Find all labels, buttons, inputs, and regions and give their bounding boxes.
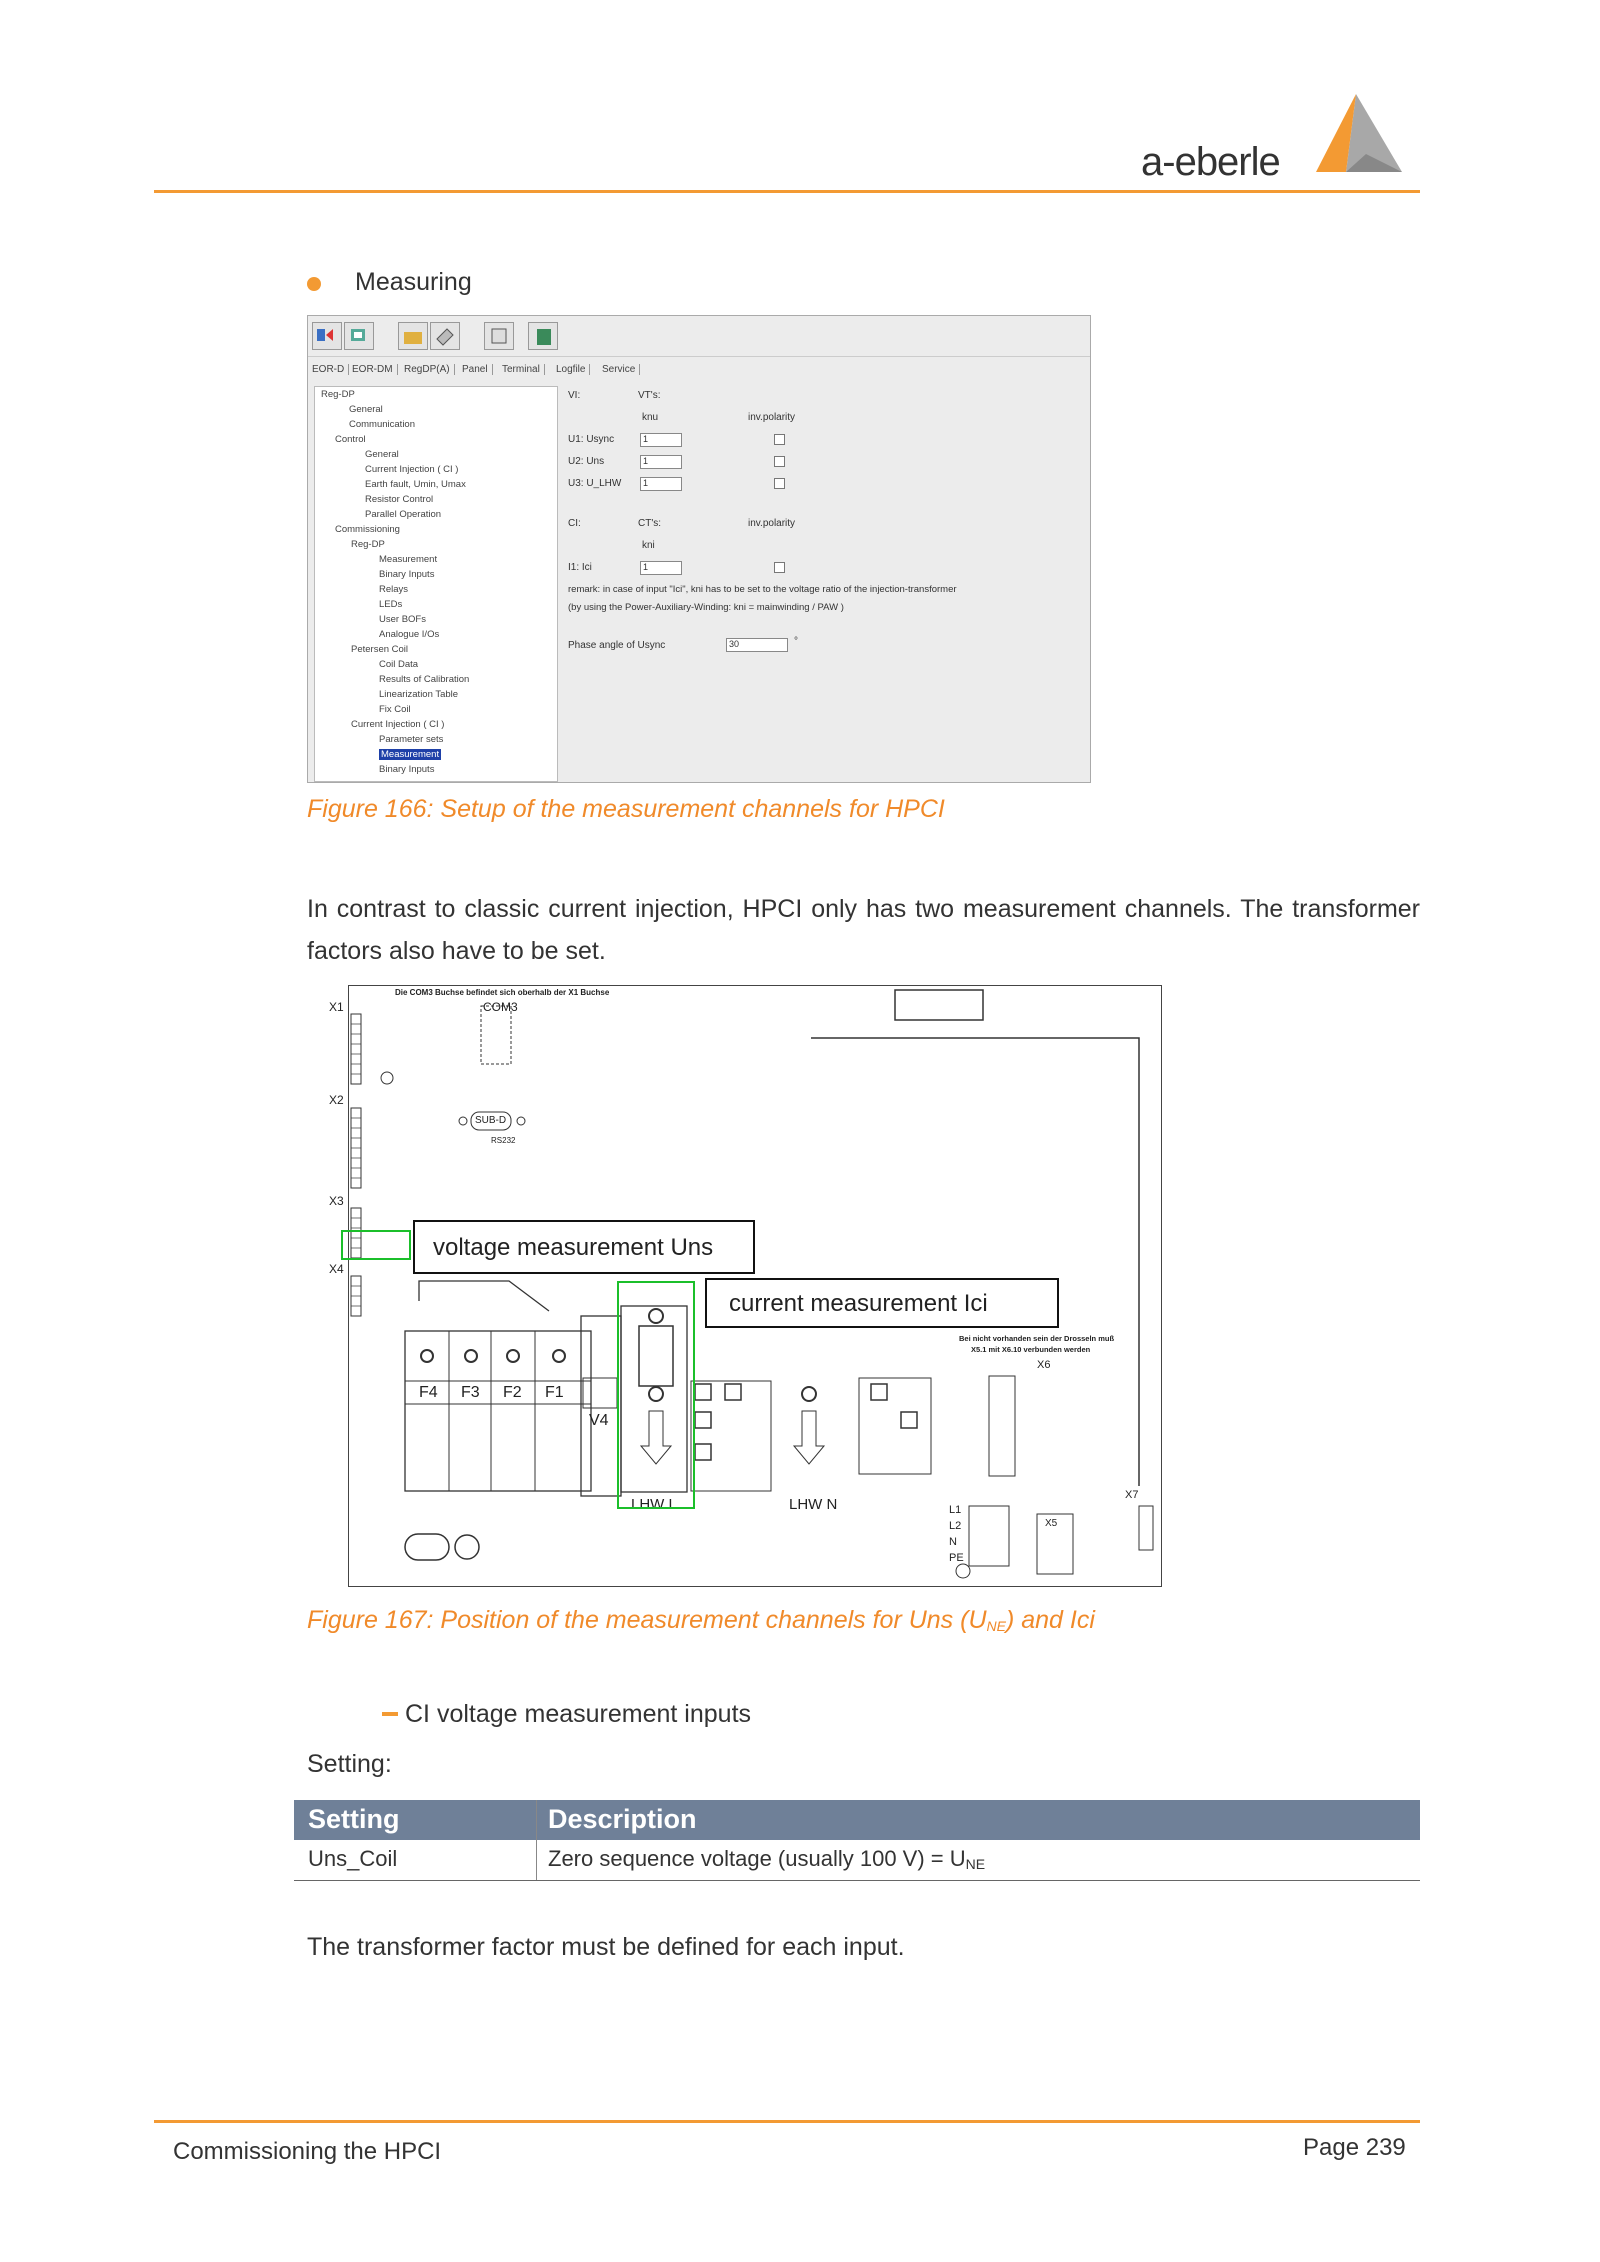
table-row — [294, 1840, 1420, 1880]
tree-item[interactable]: Relays — [379, 584, 409, 595]
tree-item[interactable]: User BOFs — [379, 614, 426, 625]
remark-line-1: remark: in case of input "Ici", kni has to be set to the voltage ratio of the injection-transformer — [568, 584, 957, 595]
table-header-setting: Setting — [308, 1804, 400, 1834]
tree-item[interactable]: Reg-DP — [351, 539, 385, 550]
inv-polarity-label: inv.polarity — [748, 412, 796, 423]
tree-item[interactable]: Resistor Control — [365, 494, 434, 505]
dash-bullet-icon — [382, 1712, 398, 1716]
l2-label: L2 — [949, 1520, 962, 1532]
u1-knu-input[interactable]: 1 — [640, 433, 682, 447]
x2-label: X2 — [329, 1093, 344, 1107]
tree-item[interactable]: Binary Inputs — [379, 764, 435, 775]
toolbar-button[interactable] — [312, 322, 342, 350]
tree-item[interactable]: Earth fault, Umin, Umax — [365, 479, 466, 490]
subd-label: SUB-D — [475, 1115, 507, 1126]
tree-item[interactable]: Reg-DP — [321, 389, 355, 400]
footer-page-number: Page 239 — [1303, 2134, 1406, 2161]
tree-item[interactable]: Communication — [349, 419, 415, 430]
u1-label: U1: Usync — [568, 434, 615, 445]
cts-label: CT's: — [638, 518, 662, 529]
tab-service[interactable]: Service — [598, 364, 640, 375]
lhw-n-label: LHW N — [789, 1496, 838, 1513]
fuse-f2: F2 — [503, 1384, 522, 1401]
tree-item[interactable]: Fix Coil — [379, 704, 411, 715]
callout-ici: current measurement Ici — [705, 1278, 1059, 1328]
table-header — [294, 1800, 1420, 1840]
com3-label: COM3 — [483, 1000, 518, 1014]
diagram-top-note: Die COM3 Buchse befindet sich oberhalb der X1 Buchse — [395, 988, 610, 997]
figure-167-caption-prefix: Figure 167: Position of the measurement channels for Uns (U — [307, 1606, 987, 1634]
tree-item[interactable]: Parallel Operation — [365, 509, 442, 520]
settings-panel — [562, 386, 1088, 780]
vi-label: VI: — [568, 390, 581, 401]
figure-167-caption-sub: NE — [986, 1618, 1006, 1634]
footer-rule — [154, 2120, 1420, 2123]
table-header-description: Description — [548, 1804, 697, 1834]
tab-eor-d[interactable]: EOR-D — [308, 364, 349, 375]
table-bottom-rule — [294, 1880, 1420, 1881]
u2-knu-input[interactable]: 1 — [640, 455, 682, 469]
toolbar-button[interactable] — [528, 322, 558, 350]
lhw-l-label: LHW L — [631, 1496, 677, 1513]
tab-regdp[interactable]: RegDP(A) — [400, 364, 455, 375]
tree-item[interactable]: General — [349, 404, 383, 415]
vts-label: VT's: — [638, 390, 661, 401]
figure-166-caption: Figure 166: Setup of the measurement channels for HPCI — [307, 795, 945, 823]
i1-inv-checkbox[interactable] — [774, 562, 785, 573]
phase-angle-label: Phase angle of Usync — [568, 640, 666, 651]
pe-label: PE — [949, 1552, 964, 1564]
tree-item[interactable]: Binary Inputs — [379, 569, 435, 580]
toolbar-button[interactable] — [398, 322, 428, 350]
u2-inv-checkbox[interactable] — [774, 456, 785, 467]
tab-logfile[interactable]: Logfile — [552, 364, 590, 375]
tree-item[interactable]: Parameter sets — [379, 734, 444, 745]
tree-item[interactable]: Coil Data — [379, 659, 419, 670]
x6-label: X6 — [1037, 1359, 1051, 1371]
l1-label: L1 — [949, 1504, 962, 1516]
fuse-f3: F3 — [461, 1384, 480, 1401]
toolbar-button[interactable] — [344, 322, 374, 350]
phase-angle-input[interactable]: 30 — [726, 638, 788, 652]
right-note-2: X5.1 mit X6.10 verbunden werden — [971, 1345, 1091, 1354]
tab-bar — [308, 362, 1090, 380]
right-note-1: Bei nicht vorhanden sein der Drosseln muß — [959, 1334, 1115, 1343]
dash-item-text: CI voltage measurement inputs — [405, 1700, 752, 1728]
figure-167-caption — [307, 1606, 1095, 1635]
paragraph-2: The transformer factor must be defined for each input. — [307, 1933, 905, 1961]
ci-label: CI: — [568, 518, 581, 529]
fuse-f1: F1 — [545, 1384, 564, 1401]
tree-item[interactable]: Commissioning — [335, 524, 400, 535]
i1-label: I1: Ici — [568, 562, 592, 573]
tab-panel[interactable]: Panel — [458, 364, 493, 375]
x7-label: X7 — [1125, 1489, 1139, 1501]
callout-uns: voltage measurement Uns — [413, 1220, 755, 1274]
tree-item[interactable]: LEDs — [379, 599, 403, 610]
software-screenshot — [307, 315, 1091, 783]
paragraph-1: In contrast to classic current injection, HPCI only has two measurement channels. The transformer factors also have to be set. — [307, 895, 1420, 965]
toolbar-button[interactable] — [430, 322, 460, 350]
bullet-icon — [307, 277, 321, 291]
section-heading: Measuring — [355, 268, 472, 296]
tree-item[interactable]: Analogue I/Os — [379, 629, 440, 640]
i1-kni-input[interactable]: 1 — [640, 561, 682, 575]
navigation-tree — [314, 386, 558, 782]
tree-item[interactable]: Measurement — [379, 554, 438, 565]
x5-label: X5 — [1045, 1518, 1058, 1529]
n-label: N — [949, 1536, 957, 1548]
logo-text: a-eberle — [1141, 140, 1280, 184]
uns-highlight-box — [341, 1230, 411, 1260]
tree-item[interactable]: Results of Calibration — [379, 674, 470, 685]
tree-item[interactable]: Current Injection ( CI ) — [365, 464, 459, 475]
x1-label: X1 — [329, 1000, 344, 1014]
fuse-f4: F4 — [419, 1384, 438, 1401]
figure-167-caption-suffix: ) and Ici — [1005, 1606, 1095, 1634]
x4-label: X4 — [329, 1262, 344, 1276]
u3-inv-checkbox[interactable] — [774, 478, 785, 489]
logo-icon — [1306, 92, 1406, 180]
table-cell-description — [548, 1846, 985, 1872]
u3-knu-input[interactable]: 1 — [640, 477, 682, 491]
tree-item[interactable]: Linearization Table — [379, 689, 459, 700]
tree-item[interactable]: Petersen Coil — [351, 644, 409, 655]
ici-highlight-box — [617, 1281, 695, 1509]
toolbar-button[interactable] — [484, 322, 514, 350]
tab-eor-dm[interactable]: EOR-DM — [348, 364, 398, 375]
v4-label: V4 — [589, 1412, 609, 1429]
setting-label: Setting: — [307, 1750, 392, 1778]
toolbar — [308, 316, 1090, 357]
description-prefix: Zero sequence voltage (usually 100 V) = U — [548, 1846, 966, 1871]
rs232-label: RS232 — [491, 1136, 516, 1145]
u2-label: U2: Uns — [568, 456, 605, 467]
tree-item[interactable]: Current Injection ( CI ) — [351, 719, 445, 730]
x3-label: X3 — [329, 1194, 344, 1208]
tree-item[interactable]: Control — [335, 434, 366, 445]
inv-polarity-label-2: inv.polarity — [748, 518, 796, 529]
u1-inv-checkbox[interactable] — [774, 434, 785, 445]
header-rule — [154, 190, 1420, 193]
tree-item-selected[interactable]: Measurement — [381, 749, 440, 760]
tree-item[interactable]: General — [365, 449, 399, 460]
kni-label: kni — [642, 540, 655, 551]
remark-line-2: (by using the Power-Auxiliary-Winding: kni = mainwinding / PAW ) — [568, 602, 844, 613]
wiring-diagram — [329, 985, 1162, 1587]
knu-label: knu — [642, 412, 659, 423]
footer-left: Commissioning the HPCI — [173, 2138, 442, 2165]
description-sub: NE — [965, 1856, 986, 1872]
table-cell-setting: Uns_Coil — [308, 1846, 398, 1871]
u3-label: U3: U_LHW — [568, 478, 622, 489]
phase-angle-unit: ° — [794, 636, 798, 647]
tab-terminal[interactable]: Terminal — [498, 364, 545, 375]
